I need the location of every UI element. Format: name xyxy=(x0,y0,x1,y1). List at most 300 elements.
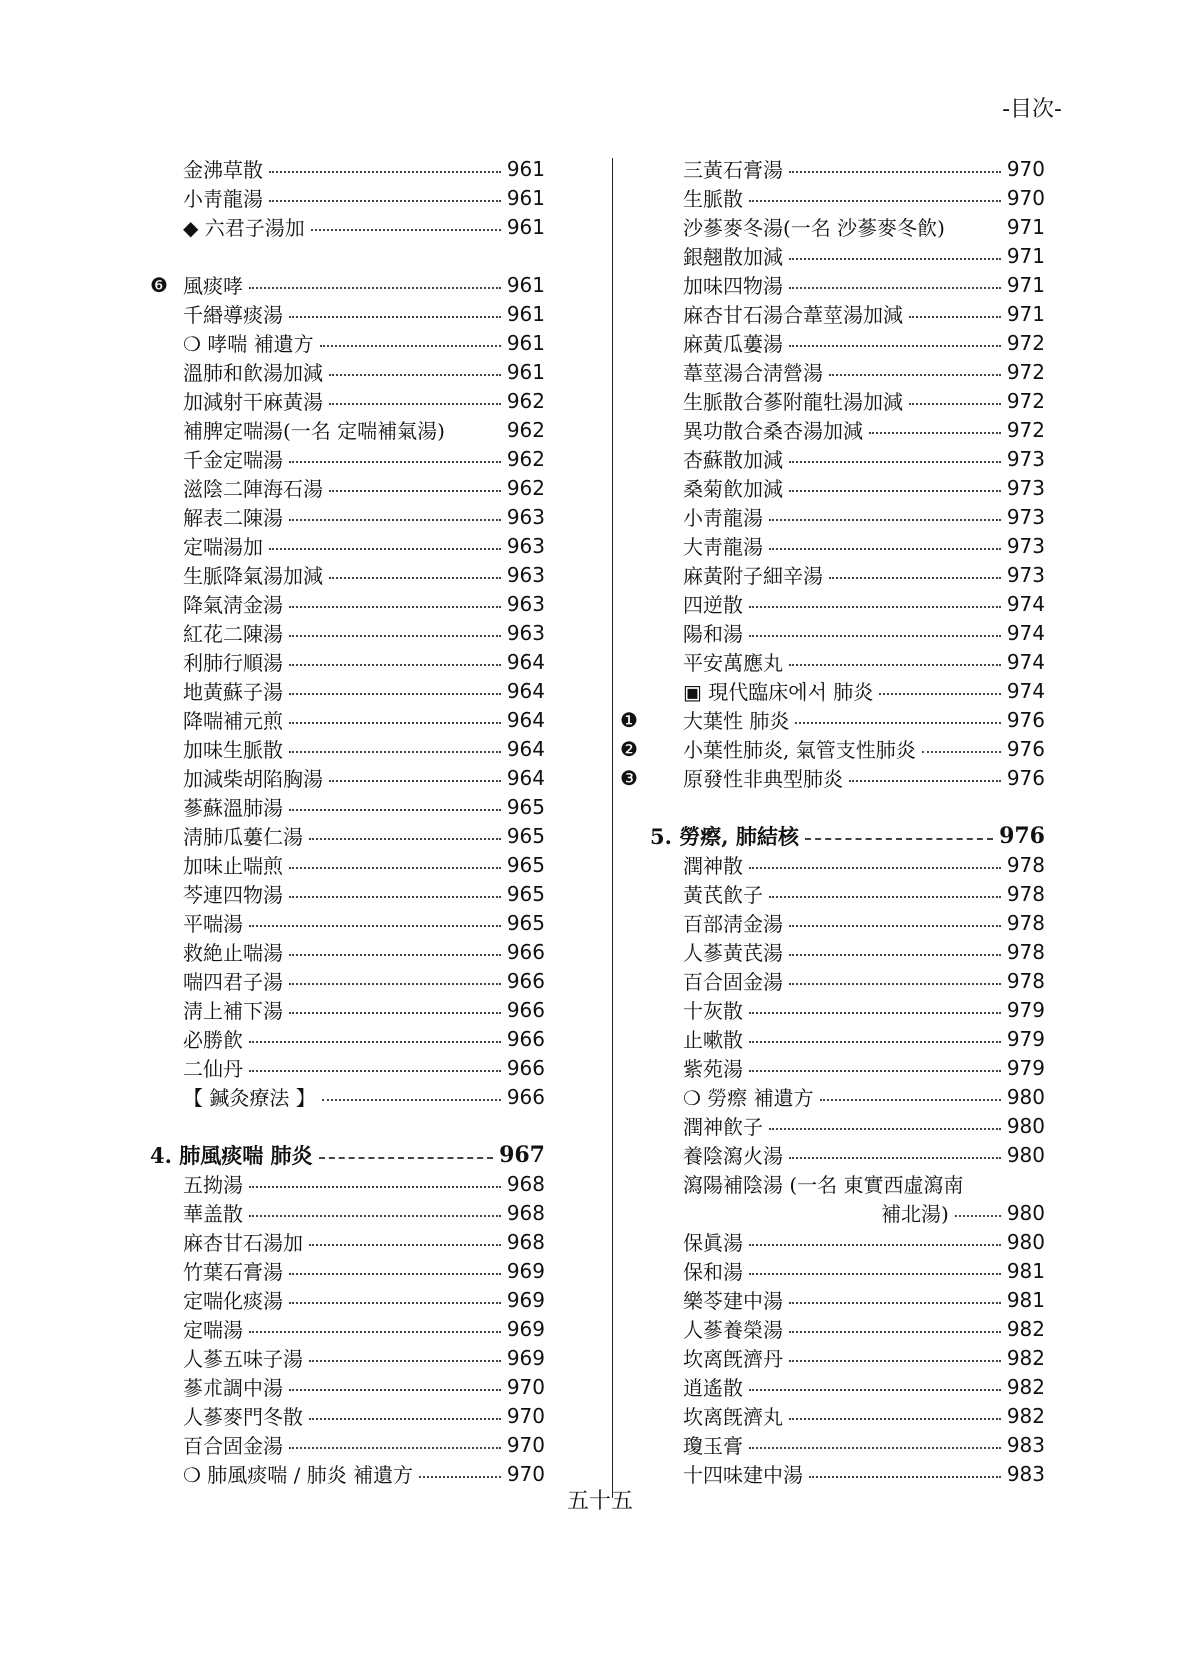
toc-entry[interactable] xyxy=(150,1053,545,1082)
toc-title: 坎离旣濟丹 xyxy=(683,1347,783,1371)
toc-page-number: 966 xyxy=(506,997,545,1022)
toc-entry[interactable] xyxy=(150,792,545,821)
toc-title: 小靑龍湯 xyxy=(683,506,763,530)
toc-title: 止嗽散 xyxy=(683,1028,743,1052)
toc-entry[interactable] xyxy=(150,908,545,937)
toc-entry[interactable] xyxy=(650,676,1045,705)
toc-entry[interactable] xyxy=(150,1024,545,1053)
toc-page-number: 961 xyxy=(506,156,545,181)
toc-leader xyxy=(269,171,501,173)
toc-entry[interactable] xyxy=(650,183,1045,212)
toc-title: 千緡導痰湯 xyxy=(183,303,283,327)
toc-entry[interactable] xyxy=(620,705,1045,734)
toc-leader xyxy=(289,1447,501,1449)
toc-marker: ❻ xyxy=(150,272,168,297)
toc-entry[interactable] xyxy=(150,937,545,966)
toc-title: 華盖散 xyxy=(183,1202,243,1226)
toc-leader xyxy=(955,1215,1001,1217)
toc-entry[interactable] xyxy=(650,1430,1045,1459)
toc-leader xyxy=(249,1070,501,1072)
toc-leader xyxy=(289,722,501,724)
toc-title: 救絶止喘湯 xyxy=(183,941,283,965)
toc-page-number: 964 xyxy=(506,678,545,703)
toc-page-number: 970 xyxy=(506,1403,545,1428)
toc-leader xyxy=(789,1360,1001,1362)
toc-entry[interactable] xyxy=(650,879,1045,908)
toc-leader xyxy=(289,867,501,869)
toc-page-number: 976 xyxy=(1006,765,1045,790)
toc-title: 養陰瀉火湯 xyxy=(683,1144,783,1168)
toc-entry[interactable] xyxy=(650,270,1045,299)
toc-section-heading[interactable] xyxy=(150,1140,545,1169)
toc-leader xyxy=(289,954,501,956)
toc-entry[interactable] xyxy=(650,560,1045,589)
toc-title: 生脈散合蔘附龍牡湯加減 xyxy=(683,390,903,414)
toc-page-number: 973 xyxy=(1006,504,1045,529)
toc-leader xyxy=(879,693,1001,695)
toc-title: ❍ 哮喘 補遺方 xyxy=(183,332,314,356)
toc-page-number: 964 xyxy=(506,707,545,732)
toc-title: 人蔘黃芪湯 xyxy=(683,941,783,965)
toc-leader xyxy=(329,577,501,579)
toc-title: 百合固金湯 xyxy=(183,1434,283,1458)
toc-entry[interactable] xyxy=(150,444,545,473)
toc-leader xyxy=(749,1273,1001,1275)
toc-page-number: 970 xyxy=(1006,185,1045,210)
toc-entry[interactable] xyxy=(150,1227,545,1256)
toc-page-number: 979 xyxy=(1006,997,1045,1022)
toc-entry[interactable] xyxy=(650,1082,1045,1111)
toc-leader xyxy=(329,490,501,492)
toc-leader xyxy=(922,751,1001,753)
toc-page-number: 980 xyxy=(1006,1084,1045,1109)
toc-entry[interactable] xyxy=(150,1372,545,1401)
toc-title: 降氣淸金湯 xyxy=(183,593,283,617)
toc-entry[interactable] xyxy=(150,879,545,908)
toc-leader xyxy=(789,664,1001,666)
toc-page-number: 979 xyxy=(1006,1026,1045,1051)
toc-entry[interactable] xyxy=(650,937,1045,966)
toc-page-number: 963 xyxy=(506,562,545,587)
toc-title: 加味四物湯 xyxy=(683,274,783,298)
toc-entry[interactable] xyxy=(150,502,545,531)
toc-entry[interactable] xyxy=(150,1082,545,1111)
toc-title: 十四味建中湯 xyxy=(683,1463,803,1487)
toc-leader xyxy=(789,287,1001,289)
toc-page-number: 980 xyxy=(1006,1113,1045,1138)
toc-title: 瓊玉膏 xyxy=(683,1434,743,1458)
toc-leader xyxy=(309,1360,501,1362)
toc-entry[interactable] xyxy=(650,1314,1045,1343)
toc-page-number: 967 xyxy=(499,1141,545,1168)
toc-page-number: 974 xyxy=(1006,620,1045,645)
toc-title: 定喘化痰湯 xyxy=(183,1289,283,1313)
toc-title: 降喘補元煎 xyxy=(183,709,283,733)
toc-title: 潤神散 xyxy=(683,854,743,878)
toc-page-number: 965 xyxy=(506,910,545,935)
toc-leader xyxy=(749,200,1001,202)
toc-title: 竹葉石膏湯 xyxy=(183,1260,283,1284)
toc-title: 喘四君子湯 xyxy=(183,970,283,994)
toc-entry[interactable] xyxy=(150,1401,545,1430)
toc-title: 麻黃附子細辛湯 xyxy=(683,564,823,588)
toc-entry[interactable] xyxy=(650,444,1045,473)
toc-page-number: 982 xyxy=(1006,1403,1045,1428)
toc-entry[interactable] xyxy=(150,589,545,618)
toc-leader xyxy=(322,1099,501,1101)
toc-page-number: 966 xyxy=(506,968,545,993)
toc-page-number: 970 xyxy=(506,1461,545,1486)
toc-title: 平安萬應丸 xyxy=(683,651,783,675)
toc-title: 人蔘養榮湯 xyxy=(683,1318,783,1342)
toc-title: 潤神飮子 xyxy=(683,1115,763,1139)
toc-entry[interactable] xyxy=(150,850,545,879)
toc-entry[interactable] xyxy=(620,763,1045,792)
toc-leader xyxy=(789,171,1001,173)
toc-page-number: 982 xyxy=(1006,1345,1045,1370)
toc-leader xyxy=(289,1302,501,1304)
toc-entry[interactable] xyxy=(150,357,545,386)
toc-title: 金沸草散 xyxy=(183,158,263,182)
toc-entry[interactable] xyxy=(150,763,545,792)
toc-leader xyxy=(269,200,501,202)
toc-leader xyxy=(289,519,501,521)
toc-page-number: 974 xyxy=(1006,591,1045,616)
toc-page-number: 976 xyxy=(1006,736,1045,761)
toc-entry[interactable] xyxy=(150,531,545,560)
toc-entry[interactable] xyxy=(150,212,545,241)
toc-title: 四逆散 xyxy=(683,593,743,617)
toc-page-number: 971 xyxy=(1006,301,1045,326)
toc-leader xyxy=(249,287,501,289)
toc-entry[interactable] xyxy=(620,734,1045,763)
toc-entry[interactable] xyxy=(150,705,545,734)
toc-entry[interactable] xyxy=(150,386,545,415)
toc-entry[interactable] xyxy=(150,1314,545,1343)
toc-leader xyxy=(309,1244,501,1246)
toc-title: 淸肺瓜蔞仁湯 xyxy=(183,825,303,849)
toc-leader xyxy=(909,403,1001,405)
toc-entry[interactable] xyxy=(650,1401,1045,1430)
toc-page-number: 979 xyxy=(1006,1055,1045,1080)
toc-title: 十灰散 xyxy=(683,999,743,1023)
toc-title: 補脾定喘湯(一名 定喘補氣湯) xyxy=(183,419,445,443)
toc-leader xyxy=(289,751,501,753)
toc-entry[interactable] xyxy=(650,241,1045,270)
toc-title: ❍ 肺風痰喘 / 肺炎 補遺方 xyxy=(183,1463,414,1487)
toc-page-number: 971 xyxy=(1006,243,1045,268)
toc-entry[interactable] xyxy=(150,734,545,763)
toc-entry[interactable] xyxy=(650,154,1045,183)
toc-entry[interactable] xyxy=(150,618,545,647)
toc-entry[interactable] xyxy=(650,1372,1045,1401)
toc-leader xyxy=(769,548,1001,550)
toc-entry[interactable] xyxy=(150,647,545,676)
toc-title: 桑菊飮加減 xyxy=(683,477,783,501)
toc-entry[interactable] xyxy=(150,995,545,1024)
toc-entry[interactable] xyxy=(150,328,545,357)
toc-title: 解表二陳湯 xyxy=(183,506,283,530)
toc-entry[interactable] xyxy=(650,1053,1045,1082)
toc-page-number: 969 xyxy=(506,1258,545,1283)
toc-page-number: 973 xyxy=(1006,475,1045,500)
toc-page-number: 973 xyxy=(1006,446,1045,471)
toc-page-number: 982 xyxy=(1006,1374,1045,1399)
toc-title: 淸上補下湯 xyxy=(183,999,283,1023)
toc-leader xyxy=(829,374,1001,376)
toc-leader xyxy=(789,983,1001,985)
toc-title: 生脈散 xyxy=(683,187,743,211)
toc-page-number: 964 xyxy=(506,765,545,790)
toc-entry[interactable] xyxy=(650,1256,1045,1285)
toc-leader xyxy=(311,229,501,231)
toc-title: 沙蔘麥冬湯(一名 沙蔘麥冬飮) xyxy=(683,216,945,240)
toc-page-number: 981 xyxy=(1006,1287,1045,1312)
toc-entry[interactable] xyxy=(650,357,1045,386)
toc-title: 風痰哮 xyxy=(183,274,243,298)
toc-entry[interactable] xyxy=(650,328,1045,357)
toc-leader xyxy=(749,1041,1001,1043)
toc-entry[interactable] xyxy=(650,1111,1045,1140)
toc-leader xyxy=(749,1070,1001,1072)
toc-entry[interactable] xyxy=(150,1169,545,1198)
toc-page-number: 970 xyxy=(506,1432,545,1457)
toc-entry[interactable] xyxy=(150,154,545,183)
toc-page-number: 969 xyxy=(506,1287,545,1312)
toc-page-number: 971 xyxy=(1006,272,1045,297)
toc-entry[interactable] xyxy=(650,995,1045,1024)
toc-title: 定喘湯 xyxy=(183,1318,243,1342)
toc-title: 生脈降氣湯加減 xyxy=(183,564,323,588)
toc-leader xyxy=(289,606,501,608)
toc-title: 坎离旣濟丸 xyxy=(683,1405,783,1429)
toc-entry[interactable] xyxy=(650,415,1045,444)
toc-leader xyxy=(789,461,1001,463)
toc-title: 紫苑湯 xyxy=(683,1057,743,1081)
toc-entry[interactable] xyxy=(650,299,1045,328)
toc-page-number: 961 xyxy=(506,330,545,355)
toc-page-number: 962 xyxy=(506,417,545,442)
page-number: 五十五 xyxy=(566,1489,633,1514)
toc-title: 麻黃瓜蔞湯 xyxy=(683,332,783,356)
toc-leader xyxy=(749,867,1001,869)
toc-entry[interactable] xyxy=(150,299,545,328)
toc-entry[interactable] xyxy=(650,966,1045,995)
toc-page-number: 968 xyxy=(506,1229,545,1254)
toc-entry[interactable] xyxy=(150,966,545,995)
toc-entry[interactable] xyxy=(150,1256,545,1285)
toc-entry[interactable] xyxy=(650,1198,1045,1227)
toc-entry[interactable] xyxy=(150,183,545,212)
toc-title: 必勝飮 xyxy=(183,1028,243,1052)
toc-title: 人蔘麥門冬散 xyxy=(183,1405,303,1429)
toc-leader xyxy=(309,838,501,840)
toc-title: 千金定喘湯 xyxy=(183,448,283,472)
toc-title: 逍遙散 xyxy=(683,1376,743,1400)
toc-leader xyxy=(249,1215,501,1217)
toc-leader xyxy=(319,1157,494,1159)
toc-page-number: 978 xyxy=(1006,939,1045,964)
toc-title: 大葉性 肺炎 xyxy=(683,709,790,733)
toc-entry[interactable] xyxy=(150,1343,545,1372)
toc-leader xyxy=(789,1331,1001,1333)
toc-leader xyxy=(869,432,1001,434)
toc-page-number: 966 xyxy=(506,1055,545,1080)
toc-leader xyxy=(749,1012,1001,1014)
toc-title: 加味生脈散 xyxy=(183,738,283,762)
toc-page-number: 974 xyxy=(1006,649,1045,674)
toc-leader xyxy=(309,1418,501,1420)
toc-leader xyxy=(289,693,501,695)
toc-leader xyxy=(849,780,1001,782)
toc-title: 大靑龍湯 xyxy=(683,535,763,559)
toc-leader xyxy=(329,780,501,782)
toc-leader xyxy=(809,1476,1001,1478)
toc-right-column xyxy=(620,154,1045,1488)
toc-title: ◆ 六君子湯加 xyxy=(183,216,305,240)
toc-page-number: 968 xyxy=(506,1200,545,1225)
toc-entry[interactable] xyxy=(650,1169,1045,1198)
toc-title: 4. 肺風痰喘 肺炎 xyxy=(150,1142,313,1168)
toc-leader xyxy=(289,635,501,637)
toc-title: 百合固金湯 xyxy=(683,970,783,994)
toc-title: 人蔘五味子湯 xyxy=(183,1347,303,1371)
toc-title: 五拗湯 xyxy=(183,1173,243,1197)
toc-spacer xyxy=(150,241,545,270)
toc-page-number: 961 xyxy=(506,272,545,297)
toc-leader xyxy=(789,925,1001,927)
toc-title: 樂苓建中湯 xyxy=(683,1289,783,1313)
toc-title: 三黃石膏湯 xyxy=(683,158,783,182)
toc-marker: ❶ xyxy=(620,707,638,732)
toc-entry[interactable] xyxy=(150,473,545,502)
toc-leader xyxy=(289,1273,501,1275)
toc-title: 小葉性肺炎, 氣管支性肺炎 xyxy=(683,738,916,762)
toc-leader xyxy=(749,635,1001,637)
toc-title: 5. 勞瘵, 肺結核 xyxy=(650,823,799,849)
toc-leader xyxy=(329,403,501,405)
toc-section-heading[interactable] xyxy=(650,821,1045,850)
toc-leader xyxy=(749,1447,1001,1449)
toc-entry[interactable] xyxy=(650,1285,1045,1314)
toc-title: 百部淸金湯 xyxy=(683,912,783,936)
toc-entry[interactable] xyxy=(150,1285,545,1314)
toc-page-number: 976 xyxy=(999,822,1045,849)
toc-page-number: 972 xyxy=(1006,417,1045,442)
toc-leader xyxy=(820,1099,1001,1101)
toc-page-number: 965 xyxy=(506,794,545,819)
toc-title: 黃芪飮子 xyxy=(683,883,763,907)
toc-entry[interactable] xyxy=(650,647,1045,676)
toc-title: 麻杏甘石湯加 xyxy=(183,1231,303,1255)
toc-title: ▣ 現代臨床에서 肺炎 xyxy=(683,680,874,704)
toc-title: 芩連四物湯 xyxy=(183,883,283,907)
column-divider xyxy=(612,158,613,1498)
toc-entry[interactable] xyxy=(650,386,1045,415)
toc-entry[interactable] xyxy=(150,676,545,705)
toc-entry[interactable] xyxy=(150,821,545,850)
toc-leader xyxy=(769,896,1001,898)
toc-page-number: 966 xyxy=(506,1084,545,1109)
toc-page-number: 969 xyxy=(506,1316,545,1341)
toc-title: ❍ 勞瘵 補遺方 xyxy=(683,1086,814,1110)
toc-title: 平喘湯 xyxy=(183,912,243,936)
toc-entry[interactable] xyxy=(650,1343,1045,1372)
page-header: -目次- xyxy=(1002,97,1062,122)
toc-title: 【 鍼灸療法 】 xyxy=(183,1086,316,1110)
toc-leader xyxy=(289,1389,501,1391)
toc-page-number: 961 xyxy=(506,359,545,384)
toc-entry[interactable] xyxy=(650,589,1045,618)
toc-page-number: 961 xyxy=(506,185,545,210)
toc-page-number: 963 xyxy=(506,533,545,558)
toc-entry[interactable] xyxy=(650,502,1045,531)
toc-leader xyxy=(289,664,501,666)
toc-entry[interactable] xyxy=(650,531,1045,560)
toc-entry[interactable] xyxy=(650,212,1045,241)
toc-title: 定喘湯加 xyxy=(183,535,263,559)
toc-page-number: 983 xyxy=(1006,1432,1045,1457)
toc-leader xyxy=(769,1128,1001,1130)
toc-entry[interactable] xyxy=(150,415,545,444)
toc-entry[interactable] xyxy=(150,560,545,589)
toc-entry[interactable] xyxy=(650,908,1045,937)
toc-page-number: 968 xyxy=(506,1171,545,1196)
toc-page-number: 970 xyxy=(1006,156,1045,181)
toc-page-number: 963 xyxy=(506,504,545,529)
toc-title: 蔘蘇溫肺湯 xyxy=(183,796,283,820)
toc-title: 杏蘇散加減 xyxy=(683,448,783,472)
toc-title: 小靑龍湯 xyxy=(183,187,263,211)
toc-page-number: 972 xyxy=(1006,330,1045,355)
toc-entry[interactable] xyxy=(650,618,1045,647)
toc-page-number: 961 xyxy=(506,214,545,239)
toc-page-number: 978 xyxy=(1006,910,1045,935)
toc-spacer xyxy=(650,792,1045,821)
toc-title: 地黃蘇子湯 xyxy=(183,680,283,704)
toc-leader xyxy=(249,925,501,927)
toc-leader xyxy=(249,1041,501,1043)
toc-entry[interactable] xyxy=(650,473,1045,502)
toc-page-number: 980 xyxy=(1006,1142,1045,1167)
toc-title: 溫肺和飮湯加減 xyxy=(183,361,323,385)
toc-page-number: 980 xyxy=(1006,1229,1045,1254)
toc-entry[interactable] xyxy=(150,1430,545,1459)
toc-entry[interactable] xyxy=(150,270,545,299)
toc-page-number: 963 xyxy=(506,591,545,616)
toc-entry[interactable] xyxy=(650,1140,1045,1169)
toc-entry[interactable] xyxy=(650,1227,1045,1256)
toc-entry[interactable] xyxy=(150,1198,545,1227)
toc-entry[interactable] xyxy=(650,1024,1045,1053)
toc-leader xyxy=(749,1389,1001,1391)
toc-leader xyxy=(789,1302,1001,1304)
toc-title: 葦莖湯合淸營湯 xyxy=(683,361,823,385)
toc-title: 麻杏甘石湯合葦莖湯加減 xyxy=(683,303,903,327)
toc-page-number: 973 xyxy=(1006,533,1045,558)
toc-page-number: 973 xyxy=(1006,562,1045,587)
toc-title: 加減射干麻黃湯 xyxy=(183,390,323,414)
toc-entry[interactable] xyxy=(650,850,1045,879)
toc-page-number: 966 xyxy=(506,939,545,964)
toc-leader xyxy=(249,1186,501,1188)
toc-page-number: 976 xyxy=(1006,707,1045,732)
toc-page-number: 982 xyxy=(1006,1316,1045,1341)
toc-leader xyxy=(289,316,501,318)
toc-page-number: 965 xyxy=(506,852,545,877)
toc-leader xyxy=(789,1418,1001,1420)
toc-title: 保眞湯 xyxy=(683,1231,743,1255)
